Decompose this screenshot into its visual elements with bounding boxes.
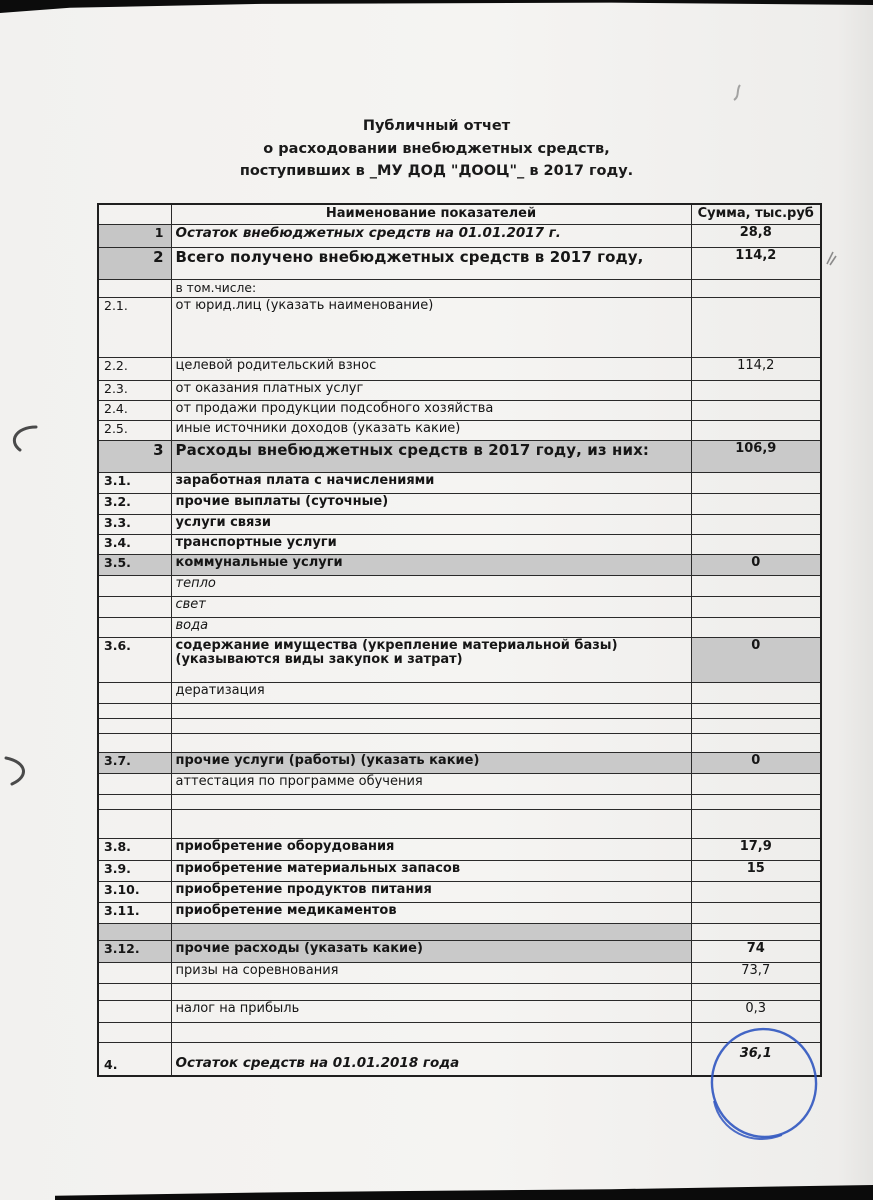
- sum-cell: [691, 923, 821, 940]
- row-number-cell: [98, 1000, 171, 1022]
- row-number-cell: 3.12.: [98, 940, 171, 962]
- row-number-cell: 3.5.: [98, 554, 171, 575]
- indicator-name-cell: [171, 809, 691, 838]
- table-header-row: [98, 204, 821, 224]
- row-number-cell: [98, 1022, 171, 1042]
- sum-cell: 0,3: [691, 1000, 821, 1022]
- table-row: [98, 794, 821, 809]
- indicator-name-cell: содержание имущества (укрепление материальной базы)(указываются виды закупок и затрат): [171, 637, 691, 682]
- row-number-cell: [98, 983, 171, 1000]
- row-number-cell: [98, 923, 171, 940]
- row-number-cell: 2.5.: [98, 420, 171, 440]
- indicator-name-cell: иные источники доходов (указать какие): [171, 420, 691, 440]
- row-number-cell: 1: [98, 224, 171, 247]
- title-line-2: о расходовании внебюджетных средств,: [263, 140, 610, 157]
- indicator-name-cell: в том.числе:: [171, 279, 691, 297]
- row-number-cell: [98, 596, 171, 617]
- row-number-cell: [98, 733, 171, 752]
- table-row: [98, 1000, 821, 1022]
- row-number-cell: [98, 794, 171, 809]
- row-number-cell: 2: [98, 247, 171, 279]
- sum-cell: [691, 472, 821, 493]
- sum-cell: [691, 881, 821, 902]
- table-row: [98, 637, 821, 682]
- indicator-name-cell: тепло: [171, 575, 691, 596]
- row-number-cell: 3.8.: [98, 838, 171, 860]
- indicator-name-cell: [171, 733, 691, 752]
- indicator-name-cell: [171, 794, 691, 809]
- sum-cell: 17,9: [691, 838, 821, 860]
- table-row: [98, 357, 821, 380]
- sum-cell: 73,7: [691, 962, 821, 983]
- sum-cell: [691, 493, 821, 514]
- indicator-name-cell: Расходы внебюджетных средств в 2017 году, из них:: [171, 440, 691, 472]
- row-number-cell: 3.6.: [98, 637, 171, 682]
- table-row: [98, 940, 821, 962]
- row-number-cell: [98, 773, 171, 794]
- row-number-cell: 2.2.: [98, 357, 171, 380]
- table-row: [98, 809, 821, 838]
- sum-cell: [691, 809, 821, 838]
- sum-cell: [691, 703, 821, 718]
- table-row: [98, 838, 821, 860]
- sum-cell: [691, 983, 821, 1000]
- sum-cell: [691, 617, 821, 637]
- indicator-name-cell: вода: [171, 617, 691, 637]
- table-row: [98, 733, 821, 752]
- row-number-cell: [98, 809, 171, 838]
- sum-cell: [691, 420, 821, 440]
- title-line-3: поступивших в _МУ ДОД "ДООЦ"_ в 2017 году.: [239, 163, 634, 179]
- indicator-name-cell: транспортные услуги: [171, 534, 691, 554]
- table-row: [98, 902, 821, 923]
- row-number-cell: 3.10.: [98, 881, 171, 902]
- sum-cell: [691, 682, 821, 703]
- indicator-name-cell: приобретение медикаментов: [171, 902, 691, 923]
- sum-cell: 0: [691, 554, 821, 575]
- table-row: [98, 1022, 821, 1042]
- indicator-name-cell: от продажи продукции подсобного хозяйства: [171, 400, 691, 420]
- document-title: [0, 115, 873, 183]
- table-row: [98, 617, 821, 637]
- indicator-name-cell: [171, 923, 691, 940]
- indicator-name-cell: прочие расходы (указать какие): [171, 940, 691, 962]
- hole-punch-artifact: [6, 423, 40, 455]
- table-row: [98, 682, 821, 703]
- row-number-cell: [98, 279, 171, 297]
- row-number-cell: 3: [98, 440, 171, 472]
- sum-cell: [691, 902, 821, 923]
- row-number-cell: 3.9.: [98, 860, 171, 881]
- sum-cell: 106,9: [691, 440, 821, 472]
- table-row: [98, 962, 821, 983]
- indicator-name-cell: от оказания платных услуг: [171, 380, 691, 400]
- table-row: [98, 514, 821, 534]
- table-row: [98, 440, 821, 472]
- indicator-name-cell: Всего получено внебюджетных средств в 2017 году,: [171, 247, 691, 279]
- row-number-cell: [98, 718, 171, 733]
- indicator-name-cell: приобретение продуктов питания: [171, 881, 691, 902]
- sum-cell: 114,2: [691, 357, 821, 380]
- table-row: [98, 247, 821, 279]
- table-row: [98, 881, 821, 902]
- table-row: [98, 752, 821, 773]
- row-number-cell: [98, 703, 171, 718]
- sum-cell: 74: [691, 940, 821, 962]
- title-line-1: Публичный отчет: [362, 118, 511, 134]
- table-row: [98, 923, 821, 940]
- sum-cell: [691, 718, 821, 733]
- sum-cell: [691, 575, 821, 596]
- indicator-name-cell: [171, 718, 691, 733]
- table-row: [98, 493, 821, 514]
- scan-edge-artifact-bottom: [55, 1185, 873, 1200]
- indicator-name-cell: аттестация по программе обучения: [171, 773, 691, 794]
- row-number-cell: 3.4.: [98, 534, 171, 554]
- table-row: [98, 703, 821, 718]
- table-row: [98, 860, 821, 881]
- indicator-name-cell: Остаток средств на 01.01.2018 года: [171, 1042, 691, 1076]
- sum-cell: [691, 794, 821, 809]
- table-row: [98, 1042, 821, 1076]
- scan-edge-artifact-top: [0, 0, 873, 13]
- row-number-cell: 4.: [98, 1042, 171, 1076]
- indicator-name-cell: прочие выплаты (суточные): [171, 493, 691, 514]
- indicator-name-cell: приобретение оборудования: [171, 838, 691, 860]
- row-number-cell: 3.1.: [98, 472, 171, 493]
- table-row: [98, 297, 821, 357]
- indicator-name-cell: дератизация: [171, 682, 691, 703]
- indicator-name-cell: [171, 983, 691, 1000]
- sum-cell: [691, 380, 821, 400]
- indicator-name-cell: от юрид.лиц (указать наименование): [171, 297, 691, 357]
- row-number-cell: 2.4.: [98, 400, 171, 420]
- sum-cell: 0: [691, 637, 821, 682]
- table-row: [98, 472, 821, 493]
- sum-cell: [691, 1022, 821, 1042]
- row-number-cell: [98, 682, 171, 703]
- sum-cell: [691, 773, 821, 794]
- header-sum-cell: Сумма, тыс.руб: [691, 204, 821, 224]
- sum-cell: [691, 279, 821, 297]
- row-number-cell: [98, 575, 171, 596]
- indicator-name-cell: коммунальные услуги: [171, 554, 691, 575]
- row-number-cell: 3.3.: [98, 514, 171, 534]
- indicator-name-cell: [171, 1022, 691, 1042]
- indicator-name-cell: [171, 703, 691, 718]
- sum-cell: [691, 514, 821, 534]
- indicator-name-cell: призы на соревнования: [171, 962, 691, 983]
- report-table: [97, 203, 822, 1077]
- sum-cell: [691, 733, 821, 752]
- table-row: [98, 400, 821, 420]
- row-number-cell: [98, 617, 171, 637]
- report-table-body: [98, 224, 821, 1076]
- row-number-cell: 2.1.: [98, 297, 171, 357]
- table-row: [98, 279, 821, 297]
- table-row: [98, 596, 821, 617]
- sum-cell: 15: [691, 860, 821, 881]
- indicator-name-cell: налог на прибыль: [171, 1000, 691, 1022]
- indicator-name-cell: заработная плата с начислениями: [171, 472, 691, 493]
- header-name-cell: Наименование показателей: [171, 204, 691, 224]
- indicator-name-cell: целевой родительский взнос: [171, 357, 691, 380]
- indicator-name-cell: свет: [171, 596, 691, 617]
- table-row: [98, 773, 821, 794]
- indicator-name-cell: Остаток внебюджетных средств на 01.01.2017 г.: [171, 224, 691, 247]
- table-row: [98, 575, 821, 596]
- scan-speck-artifact: [730, 82, 746, 104]
- sum-cell: [691, 400, 821, 420]
- sum-cell: 28,8: [691, 224, 821, 247]
- row-number-cell: 3.11.: [98, 902, 171, 923]
- sum-cell: [691, 596, 821, 617]
- table-row: [98, 534, 821, 554]
- sum-cell: 0: [691, 752, 821, 773]
- table-row: [98, 224, 821, 247]
- table-row: [98, 718, 821, 733]
- table-row: [98, 983, 821, 1000]
- sum-cell: [691, 297, 821, 357]
- hole-punch-artifact: [2, 754, 36, 788]
- table-row: [98, 380, 821, 400]
- pen-tick-artifact: [824, 248, 840, 268]
- table-row: [98, 420, 821, 440]
- table-row: [98, 554, 821, 575]
- row-number-cell: 3.7.: [98, 752, 171, 773]
- sum-cell: 36,1: [691, 1042, 821, 1076]
- indicator-name-cell: приобретение материальных запасов: [171, 860, 691, 881]
- indicator-name-cell: услуги связи: [171, 514, 691, 534]
- indicator-name-cell: прочие услуги (работы) (указать какие): [171, 752, 691, 773]
- row-number-cell: 3.2.: [98, 493, 171, 514]
- row-number-cell: [98, 962, 171, 983]
- sum-cell: 114,2: [691, 247, 821, 279]
- sum-cell: [691, 534, 821, 554]
- row-number-cell: 2.3.: [98, 380, 171, 400]
- header-number-cell: [98, 204, 171, 224]
